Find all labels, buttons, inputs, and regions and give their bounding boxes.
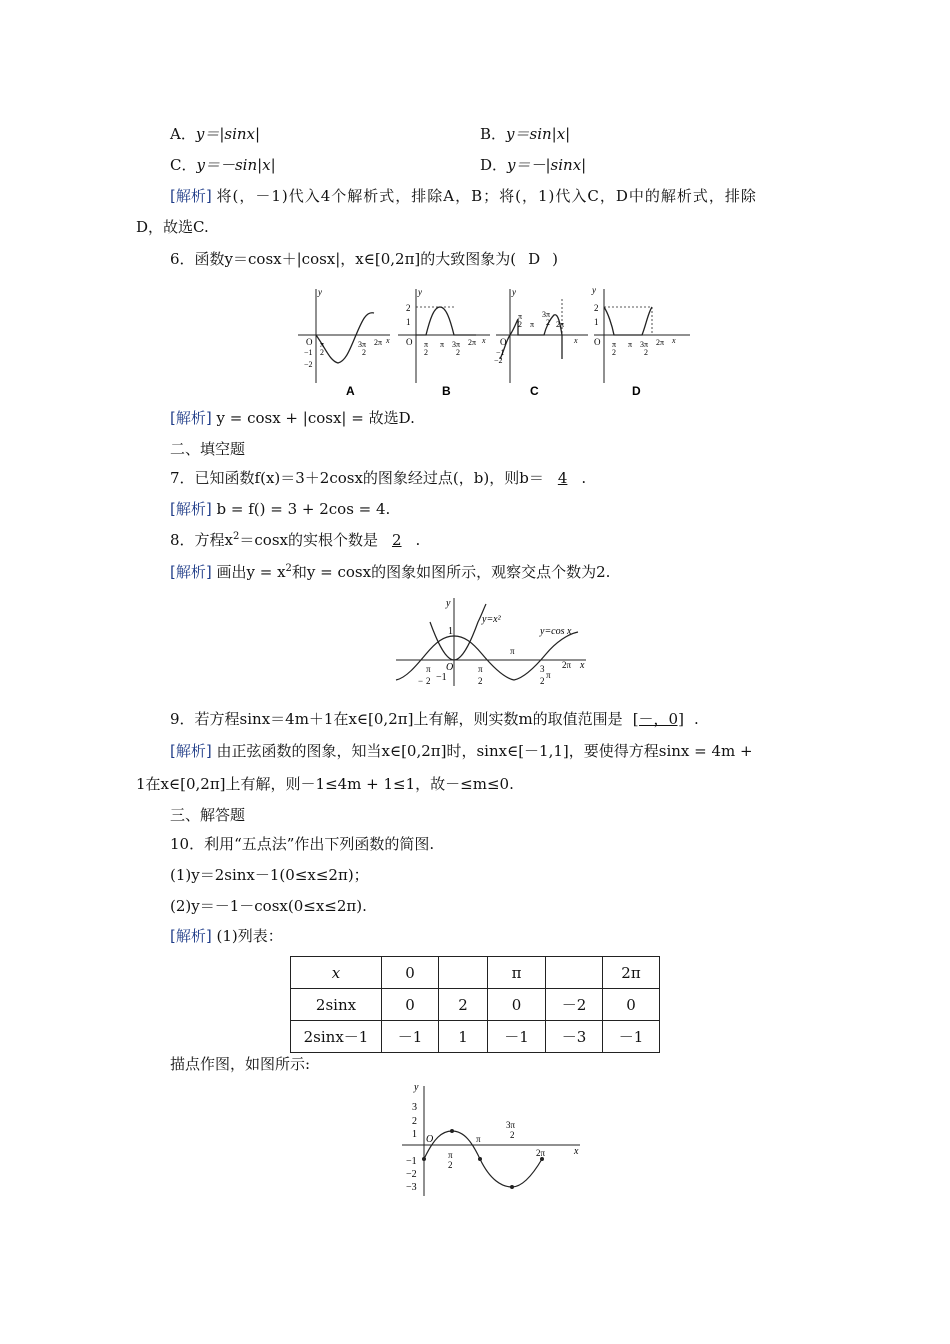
- q6-label-c: C: [530, 384, 539, 398]
- svg-text:O: O: [446, 662, 454, 673]
- svg-text:π: π: [478, 664, 483, 674]
- svg-text:2: 2: [412, 1116, 417, 1127]
- q10-value-table: [290, 956, 660, 1053]
- svg-text:x: x: [580, 660, 585, 671]
- svg-text:−2: −2: [304, 360, 313, 369]
- svg-text:π: π: [440, 340, 445, 349]
- q7-analysis: [解析] b = f() = 3 + 2cos = 4.: [170, 500, 391, 518]
- svg-text:O: O: [500, 337, 507, 347]
- q8-graph: [392, 594, 592, 690]
- svg-text:3π: 3π: [640, 340, 649, 349]
- q6-graph-a: [298, 287, 390, 383]
- svg-text:−2: −2: [406, 1169, 417, 1180]
- svg-text:O: O: [426, 1134, 434, 1145]
- table-row: 2sinx 0 2 0 －2 0: [291, 989, 660, 1021]
- svg-text:1: 1: [448, 626, 453, 637]
- q6-label-b: B: [442, 384, 451, 398]
- q5-analysis-line-1: [解析] 将(，－1)代入4个解析式，排除A，B；将(，1)代入C，D中的解析式，排除: [170, 187, 757, 205]
- q5-option-a: A．y＝|sinx|: [170, 125, 261, 143]
- q10-stem: 10．利用“五点法”作出下列函数的简图.: [170, 835, 435, 853]
- q6-graph-c: [494, 287, 588, 383]
- q8-stem: 8．方程$x^2=\cos x$的实根个数是 2 .: [170, 531, 421, 549]
- svg-text:2π: 2π: [536, 1148, 546, 1158]
- svg-text:2: 2: [320, 348, 324, 357]
- svg-text:x: x: [386, 336, 390, 345]
- svg-text:2: 2: [424, 348, 428, 357]
- svg-text:2π: 2π: [562, 660, 572, 670]
- svg-text:y: y: [414, 1082, 419, 1093]
- svg-text:3π: 3π: [542, 310, 551, 319]
- q10-analysis: [解析] (1)列表：: [170, 927, 283, 945]
- svg-text:π: π: [476, 1134, 481, 1144]
- svg-text:3π: 3π: [358, 340, 367, 349]
- svg-text:2: 2: [426, 676, 431, 686]
- q8-analysis: [解析] 画出$y = x^2$和y = cosx的图象如图所示，观察交点个数为2.: [170, 563, 611, 581]
- svg-text:2: 2: [362, 348, 366, 357]
- section-title-fill-in: 二、填空题: [170, 440, 246, 458]
- svg-text:−3: −3: [406, 1182, 417, 1193]
- svg-text:x: x: [672, 336, 676, 345]
- q8-curve-label-1: y=x²: [482, 614, 501, 625]
- q10-part-2: (2)y＝－1－cosx(0≤x≤2π).: [170, 897, 367, 915]
- q5-option-c: C．y＝－sin|x|: [170, 156, 276, 174]
- svg-text:1: 1: [406, 317, 411, 327]
- svg-text:y: y: [512, 287, 516, 297]
- svg-text:2: 2: [510, 1130, 515, 1140]
- svg-text:π: π: [546, 670, 551, 680]
- svg-text:y: y: [418, 287, 422, 297]
- q10-graph: [398, 1080, 588, 1200]
- svg-text:2: 2: [540, 676, 545, 686]
- svg-text:3: 3: [540, 664, 545, 674]
- svg-text:3π: 3π: [506, 1120, 516, 1130]
- svg-text:−1: −1: [496, 348, 505, 357]
- q7-stem: 7．已知函数f(x)＝3＋2cosx的图象经过点(，b)，则b＝ 4 .: [170, 469, 587, 487]
- svg-text:O: O: [406, 337, 413, 347]
- q6-stem: 6．函数y＝cosx＋|cosx|，x∈[0,2π]的大致图象为( D ): [170, 250, 559, 268]
- q8-curve-label-2: y=cos x: [540, 626, 572, 637]
- svg-text:y: y: [318, 287, 322, 297]
- q10-plot-note: 描点作图，如图所示:: [170, 1055, 311, 1073]
- svg-text:O: O: [594, 337, 601, 347]
- svg-text:x: x: [574, 336, 578, 345]
- svg-text:2: 2: [448, 1160, 453, 1170]
- svg-text:−1: −1: [406, 1156, 417, 1167]
- svg-text:π: π: [426, 664, 431, 674]
- q5-analysis-line-2: D，故选C.: [136, 218, 209, 236]
- svg-text:2π: 2π: [656, 338, 665, 347]
- svg-text:−2: −2: [494, 356, 503, 365]
- svg-text:π: π: [612, 340, 617, 349]
- section-title-answer: 三、解答题: [170, 806, 246, 824]
- q6-graph-d: [591, 285, 690, 383]
- table-row: 2sinx－1 －1 1 －1 －3 －1: [291, 1021, 660, 1053]
- q6-label-a: A: [346, 384, 355, 398]
- q9-analysis-line-2: 1在x∈[0,2π]上有解，则－1≤4m + 1≤1，故－≤m≤0.: [136, 775, 514, 793]
- svg-text:y: y: [592, 285, 596, 295]
- svg-text:−1: −1: [304, 348, 313, 357]
- svg-text:π: π: [628, 340, 633, 349]
- svg-text:2π: 2π: [374, 338, 383, 347]
- svg-text:π: π: [530, 320, 535, 329]
- svg-text:y: y: [446, 598, 451, 609]
- svg-text:−1: −1: [436, 672, 447, 683]
- svg-text:x: x: [574, 1146, 579, 1157]
- svg-text:−: −: [418, 676, 424, 686]
- svg-text:3π: 3π: [452, 340, 461, 349]
- svg-text:2: 2: [518, 320, 522, 329]
- svg-text:2π: 2π: [468, 338, 477, 347]
- svg-text:2π: 2π: [556, 320, 565, 329]
- svg-text:π: π: [518, 312, 523, 321]
- svg-text:x: x: [482, 336, 486, 345]
- svg-text:2: 2: [478, 676, 483, 686]
- table-row: x 0 π 2π: [291, 957, 660, 989]
- q6-graphs: [296, 283, 696, 401]
- q9-stem: 9．若方程sinx＝4m＋1在x∈[0,2π]上有解，则实数m的取值范围是 [－，0] .: [170, 710, 699, 728]
- svg-text:2: 2: [406, 303, 411, 313]
- svg-text:π: π: [448, 1150, 453, 1160]
- q9-analysis-line-1: [解析] 由正弦函数的图象，知当x∈[0,2π]时，sinx∈[－1,1]，要使得方程sinx = 4m +: [170, 742, 753, 760]
- svg-text:2: 2: [546, 318, 550, 327]
- svg-text:π: π: [320, 340, 325, 349]
- q10-part-1: (1)y＝2sinx－1(0≤x≤2π)；: [170, 866, 369, 884]
- q5-option-b: B．y＝sin|x|: [480, 125, 571, 143]
- q5-option-d: D．y＝－|sinx|: [480, 156, 587, 174]
- q6-graph-b: [398, 287, 490, 383]
- q6-analysis: [解析] y = cosx + |cosx| = 故选D.: [170, 409, 415, 427]
- svg-text:2: 2: [612, 348, 616, 357]
- svg-text:1: 1: [412, 1129, 417, 1140]
- svg-text:O: O: [306, 337, 313, 347]
- svg-text:3: 3: [412, 1102, 417, 1113]
- svg-text:π: π: [424, 340, 429, 349]
- svg-text:2: 2: [594, 303, 599, 313]
- q6-label-d: D: [632, 384, 641, 398]
- svg-text:1: 1: [594, 317, 599, 327]
- svg-text:2: 2: [644, 348, 648, 357]
- svg-text:2: 2: [456, 348, 460, 357]
- svg-text:π: π: [510, 646, 515, 656]
